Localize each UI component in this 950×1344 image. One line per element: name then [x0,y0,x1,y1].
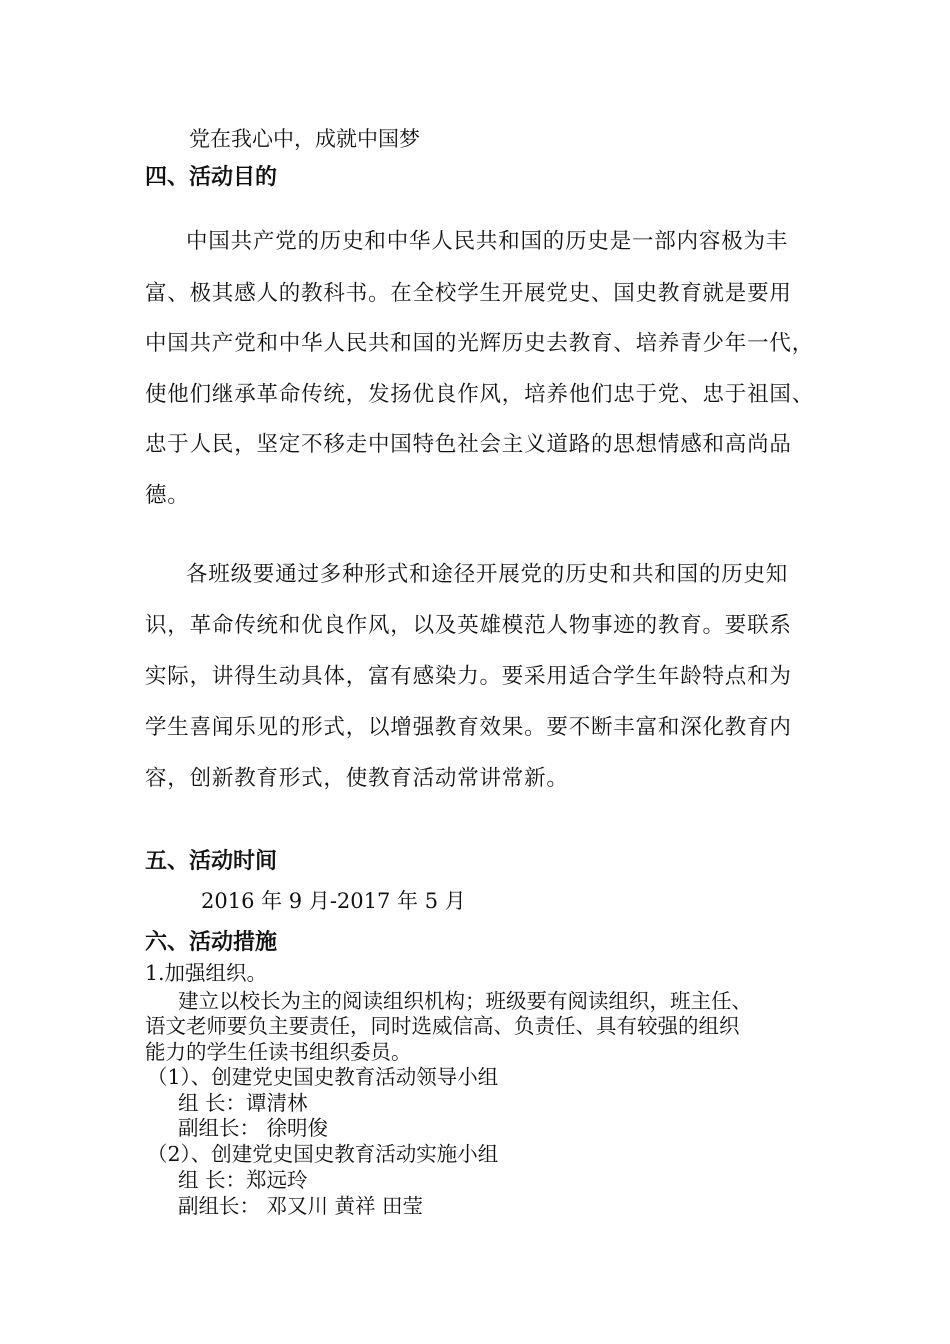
group-deputy: 副组长： 邓又川 黄祥 田莹 [178,1194,424,1218]
item-1-title: 1.加强组织。 [145,961,268,985]
group-deputy: 副组长： 徐明俊 [178,1116,329,1140]
paragraph-line: 识，革命传统和优良作风，以及英雄模范人物事迹的教育。要联系 [145,613,792,638]
paragraph-line: 学生喜闻乐见的形式，以增强教育效果。要不断丰富和深化教育内 [145,715,792,740]
paragraph-line: 各班级要通过多种形式和途径开展党的历史和共和国的历史知 [186,562,789,587]
body-line: 建立以校长为主的阅读组织机构；班级要有阅读组织，班主任、 [178,989,752,1013]
group-title: （1）、创建党史国史教育活动领导小组 [147,1065,499,1089]
group-leader: 组 长：郑远玲 [178,1168,308,1192]
paragraph-line: 中国共产党的历史和中华人民共和国的历史是一部内容极为丰 [186,229,789,254]
activity-period: 2016 年 9 月-2017 年 5 月 [201,889,466,913]
paragraph-line: 富、极其感人的教科书。在全校学生开展党史、国史教育就是要用 [145,281,792,306]
paragraph-line: 使他们继承革命传统，发扬优良作风，培养他们忠于党、忠于祖国、 [145,382,815,407]
body-line: 能力的学生任读书组织委员。 [145,1040,412,1064]
paragraph-line: 实际，讲得生动具体，富有感染力。要采用适合学生年龄特点和为 [145,664,792,689]
group-title: （2）、创建党史国史教育活动实施小组 [147,1142,499,1166]
slogan: 党在我心中，成就中国梦 [189,127,420,151]
group-leader: 组 长：谭清林 [178,1091,308,1115]
paragraph-line: 德。 [145,483,190,508]
section-4-heading: 四、活动目的 [145,165,278,190]
body-line: 语文老师要负主要责任，同时选威信高、负责任、具有较强的组织 [145,1014,740,1038]
paragraph-line: 忠于人民，坚定不移走中国特色社会主义道路的思想情感和高尚品 [145,432,792,457]
section-5-heading: 五、活动时间 [145,849,278,874]
paragraph-line: 中国共产党和中华人民共和国的光辉历史去教育、培养青少年一代， [145,331,815,356]
paragraph-line: 容，创新教育形式，使教育活动常讲常新。 [145,766,569,791]
section-6-heading: 六、活动措施 [145,930,278,955]
